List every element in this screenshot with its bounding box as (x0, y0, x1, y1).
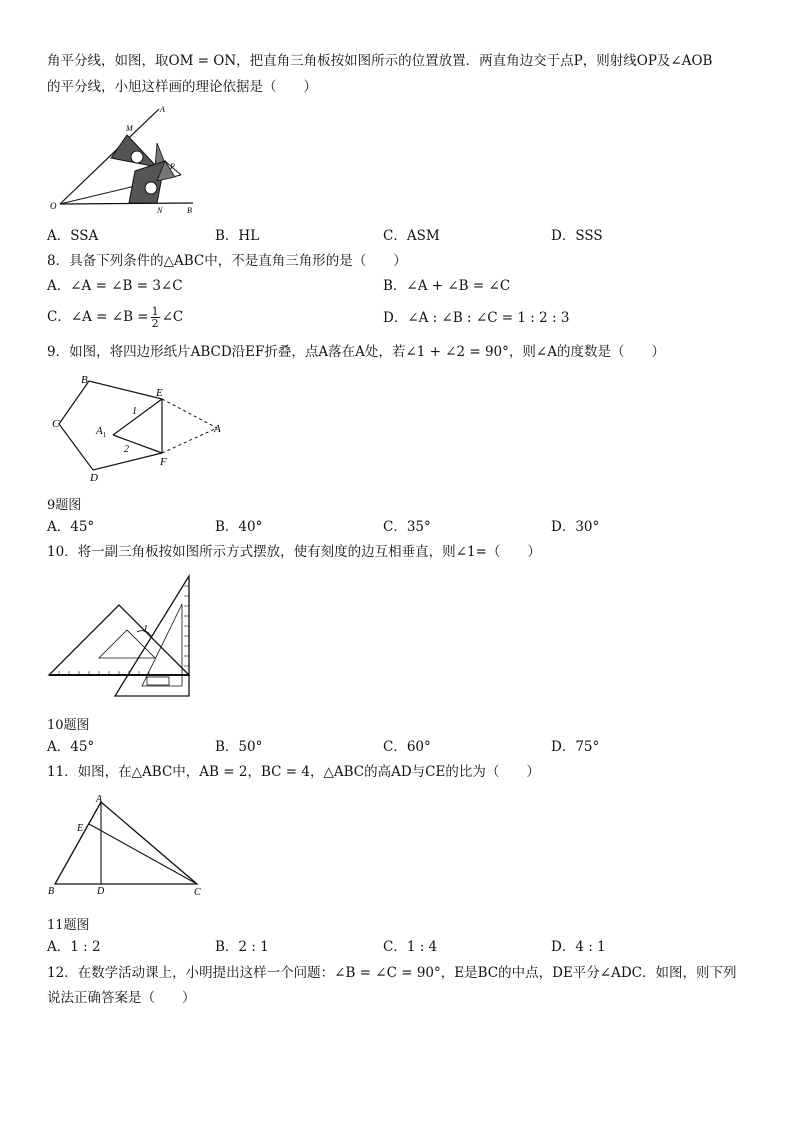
q7-option-c: C．ASM (383, 228, 440, 244)
q10-option-a: A．45° (47, 739, 95, 755)
q9-label-A: A (214, 423, 221, 435)
q8-option-b: B．∠A + ∠B = ∠C (383, 278, 511, 294)
q9-figure (47, 368, 232, 486)
q7-option-b: B．HL (215, 228, 260, 244)
q7-figure (47, 103, 207, 218)
q12-stem-line2: 说法正确答案是（ ） (47, 990, 196, 1006)
q11-label-B: B (48, 886, 55, 897)
q7-label-O: O (50, 201, 57, 211)
q10-caption: 10题图 (47, 718, 90, 733)
q10-label-angle1: 1 (143, 624, 148, 635)
q9-label-B: B (81, 374, 88, 386)
q11-caption: 11题图 (47, 918, 90, 933)
q9-label-angle2: 2 (124, 444, 129, 455)
q8-option-c-denominator: 2 (151, 316, 159, 330)
q11-option-a: A．1 : 2 (47, 939, 101, 955)
q9-option-c: C．35° (383, 519, 431, 535)
q7-label-N: N (157, 206, 163, 215)
q11-label-E: E (77, 823, 84, 834)
q11-option-d: D．4 : 1 (551, 939, 606, 955)
q12-stem-line1: 12．在数学活动课上，小明提出这样一个问题：∠B = ∠C = 90°，E是BC的中点，DE平分∠ADC．如图，则下列 (47, 965, 737, 981)
q10-figure (47, 574, 197, 700)
q8-option-c-suffix: ∠C (161, 309, 184, 325)
q9-option-b: B．40° (215, 519, 263, 535)
q11-figure (47, 793, 217, 903)
q8-option-c-fraction (151, 306, 160, 329)
q9-label-A1 (95, 425, 107, 439)
q9-option-a: A．45° (47, 519, 95, 535)
q8-option-c-numerator: 1 (151, 304, 159, 318)
q9-label-A1-letter: A (96, 425, 103, 437)
q7-option-d: D．SSS (551, 228, 603, 244)
q9-label-C: C (52, 418, 60, 430)
q9-label-angle1: 1 (132, 406, 137, 417)
q8-option-a: A．∠A = ∠B = 3∠C (47, 278, 183, 294)
q10-option-d: D．75° (551, 739, 600, 755)
q11-option-c: C．1 : 4 (383, 939, 438, 955)
q11-option-b: B．2 : 1 (215, 939, 269, 955)
q9-stem: 9．如图，将四边形纸片ABCD沿EF折叠，点A落在A处，若∠1 + ∠2 = 90°，则∠A的度数是（ ） (47, 344, 665, 360)
q8-option-c (47, 302, 183, 332)
q11-stem: 11．如图，在△ABC中，AB = 2，BC = 4，△ABC的高AD与CE的比为（ ） (47, 764, 540, 780)
q11-label-A: A (96, 794, 103, 805)
q8-stem: 8．具备下列条件的△ABC中，不是直角三角形的是（ ） (47, 253, 407, 269)
q7-label-A: A (160, 105, 165, 114)
q10-option-b: B．50° (215, 739, 263, 755)
q9-label-D: D (90, 472, 98, 484)
q11-label-C: C (194, 887, 201, 898)
q8-option-d: D．∠A : ∠B : ∠C = 1 : 2 : 3 (383, 310, 570, 326)
q9-label-F: F (160, 456, 167, 468)
q10-stem: 10．将一副三角板按如图所示方式摆放，使有刻度的边互相垂直，则∠1=（ ） (47, 544, 541, 560)
q7-label-M: M (126, 124, 133, 133)
q7-stem-line2: 的平分线，小旭这样画的理论依据是（ ） (47, 79, 317, 95)
q9-option-d: D．30° (551, 519, 600, 535)
q7-label-B: B (187, 206, 192, 215)
q7-stem-line1: 角平分线，如图，取OM = ON，把直角三角板按如图所示的位置放置．两直角边交于点P，则射线OP及∠AOB (47, 53, 713, 69)
q7-option-a: A．SSA (47, 228, 99, 244)
q10-option-c: C．60° (383, 739, 431, 755)
q8-option-c-prefix: C．∠A = ∠B = (47, 309, 149, 325)
q9-caption: 9题图 (47, 498, 82, 513)
q9-label-E: E (156, 387, 163, 399)
q7-label-P: P (170, 162, 175, 171)
q9-label-A1-subscript: 1 (102, 431, 107, 439)
q11-label-D: D (97, 886, 105, 897)
